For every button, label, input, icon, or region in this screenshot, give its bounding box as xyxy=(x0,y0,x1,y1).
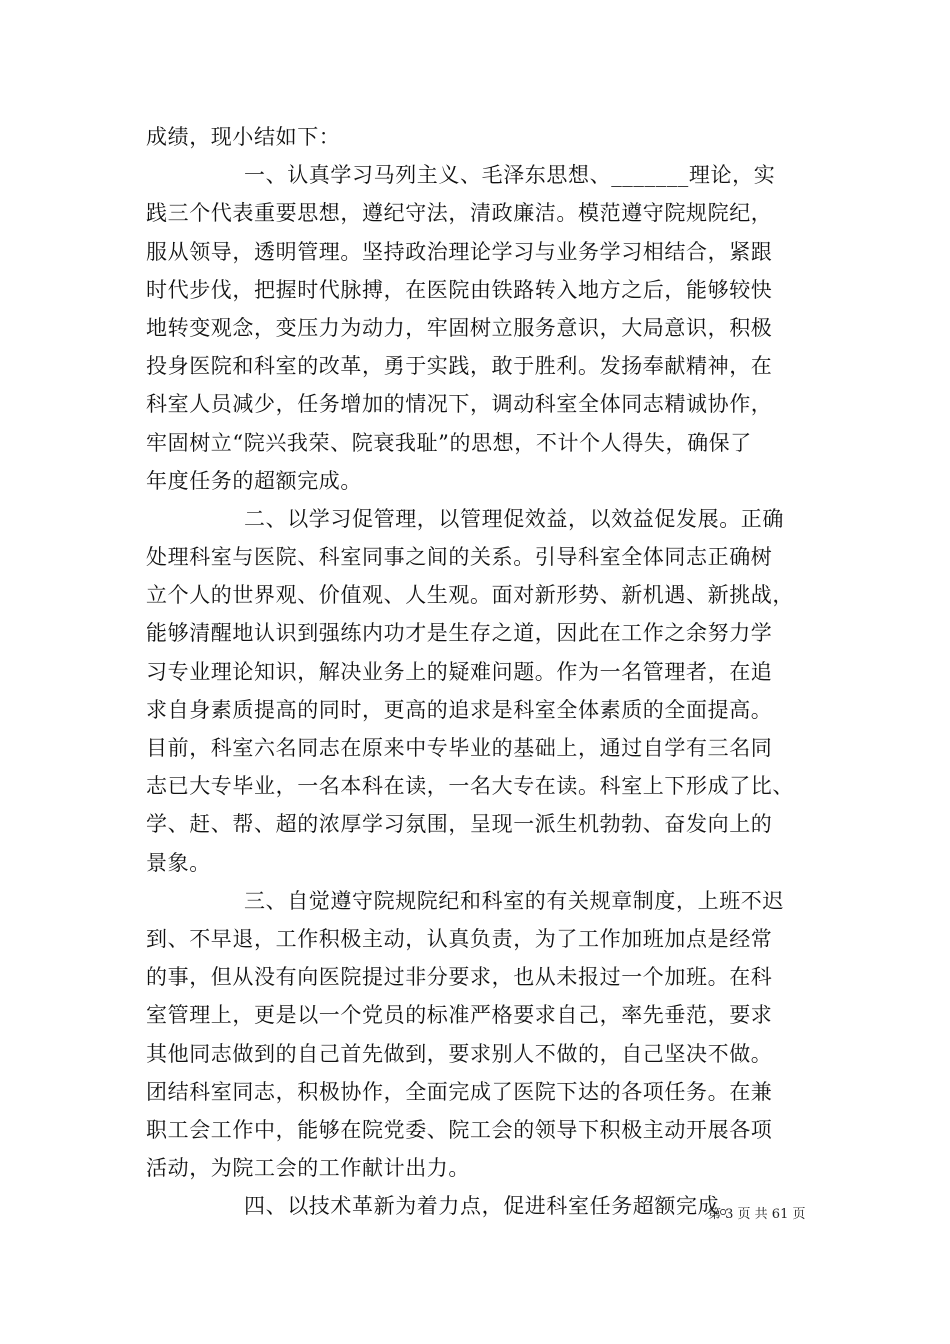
text-line: 牢固树立“院兴我荣、院衰我耻”的思想，不计个人得失，确保了 xyxy=(146,430,752,455)
text-line: 活动，为院工会的工作献计出力。 xyxy=(146,1156,470,1181)
text-line: 践三个代表重要思想，遵纪守法，清政廉洁。模范遵守院规院纪， xyxy=(146,201,773,226)
text-line: 学、赶、帮、超的浓厚学习氛围，呈现一派生机勃勃、奋发向上的 xyxy=(146,812,773,837)
text-line: 能够清醒地认识到强练内功才是生存之道，因此在工作之余努力学 xyxy=(146,621,773,646)
text-line: 目前，科室六名同志在原来中专毕业的基础上，通过自学有三名同 xyxy=(146,736,773,760)
text-line: 习专业理论知识，解决业务上的疑难问题。作为一名管理者，在追 xyxy=(146,659,773,684)
paragraph-1-first-line: 一、认真学习马列主义、毛泽东思想、_______理论，实 xyxy=(244,163,776,188)
text-line: 时代步伐，把握时代脉搏，在医院由铁路转入地方之后，能够较快 xyxy=(146,277,773,302)
paragraph-4-first-line: 四、以技术革新为着力点，促进科室任务超额完成。 xyxy=(244,1194,741,1219)
text-line: 的事，但从没有向医院提过非分要求，也从未报过一个加班。在科 xyxy=(146,965,773,990)
text-line: 科室人员减少，任务增加的情况下，调动科室全体同志精诚协作， xyxy=(146,392,773,417)
paragraph-2-first-line: 二、以学习促管理，以管理促效益，以效益促发展。正确 xyxy=(244,506,784,531)
text-line: 立个人的世界观、价值观、人生观。面对新形势、新机遇、新挑战， xyxy=(146,583,794,608)
document-body xyxy=(146,118,816,1225)
text-line: 成绩，现小结如下： xyxy=(146,125,341,149)
text-line: 团结科室同志，积极协作，全面完成了医院下达的各项任务。在兼 xyxy=(146,1079,773,1104)
text-line: 室管理上，更是以一个党员的标准严格要求自己，率先垂范，要求 xyxy=(146,1003,773,1028)
text-line: 服从领导，透明管理。坚持政治理论学习与业务学习相结合，紧跟 xyxy=(146,239,773,264)
text-line: 职工会工作中，能够在院党委、院工会的领导下积极主动开展各项 xyxy=(146,1117,773,1142)
paragraph-3-first-line: 三、自觉遵守院规院纪和科室的有关规章制度，上班不迟 xyxy=(244,888,784,913)
text-line: 求自身素质提高的同时，更高的追求是科室全体素质的全面提高。 xyxy=(146,697,773,722)
text-line: 地转变观念，变压力为动力，牢固树立服务意识，大局意识，积极 xyxy=(146,315,773,340)
text-line: 处理科室与医院、科室同事之间的关系。引导科室全体同志正确树 xyxy=(146,545,773,570)
text-line: 到、不早退，工作积极主动，认真负责，为了工作加班加点是经常 xyxy=(146,926,773,951)
page-number-footer: 第 3 页 共 61 页 xyxy=(708,1207,806,1222)
text-line: 年度任务的超额完成。 xyxy=(146,468,362,493)
text-line: 其他同志做到的自己首先做到，要求别人不做的，自己坚决不做。 xyxy=(146,1041,773,1066)
text-line: 志已大专毕业，一名本科在读，一名大专在读。科室上下形成了比、 xyxy=(146,774,794,799)
text-line: 景象。 xyxy=(146,850,211,875)
text-line: 投身医院和科室的改革，勇于实践，敢于胜利。发扬奉献精神，在 xyxy=(146,354,773,379)
